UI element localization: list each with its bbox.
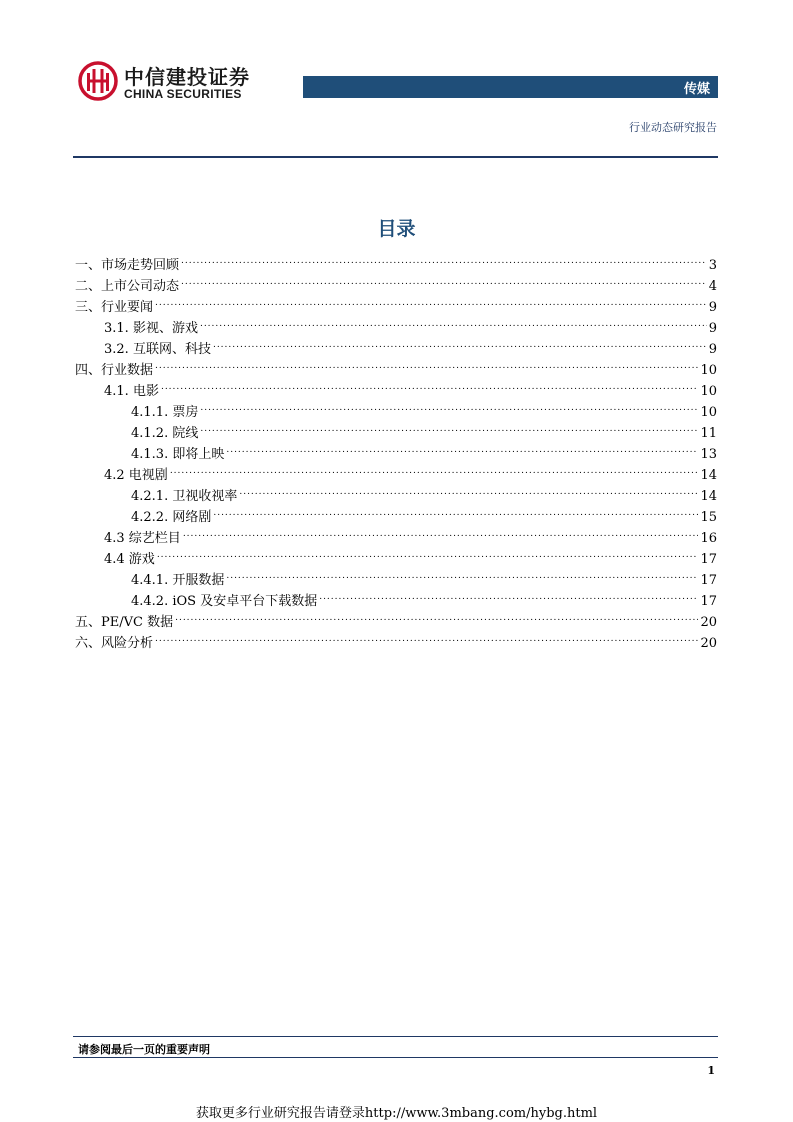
toc-entry-page: 10 <box>700 384 717 399</box>
toc-leader <box>226 563 698 584</box>
toc-entry[interactable] <box>75 353 717 378</box>
toc-leader <box>183 521 699 542</box>
company-logo <box>78 61 253 105</box>
toc-entry-label: 4.2.1. 卫视收视率 <box>131 489 238 504</box>
toc-leader <box>157 542 699 563</box>
report-type: 行业动态研究报告 <box>629 121 717 134</box>
toc-entry-page: 14 <box>700 489 717 504</box>
toc-entry-label: 4.1.1. 票房 <box>131 405 199 420</box>
sector-label: 传媒 <box>683 82 710 97</box>
toc-entry-page: 20 <box>700 615 717 630</box>
toc-entry-label: 4.2 电视剧 <box>104 468 168 483</box>
toc-leader <box>226 437 698 458</box>
toc-leader <box>239 479 698 500</box>
toc-entry-label: 四、行业数据 <box>75 363 154 378</box>
toc-entry[interactable] <box>75 290 717 315</box>
header-divider <box>73 156 718 158</box>
toc-entry-label: 4.4 游戏 <box>104 552 155 567</box>
toc-title: 目录 <box>377 218 416 240</box>
toc-leader <box>155 290 707 311</box>
table-of-contents <box>75 248 717 651</box>
china-securities-logo-icon <box>78 61 118 101</box>
toc-entry-page: 9 <box>708 300 717 315</box>
toc-entry-page: 4 <box>708 279 717 294</box>
toc-entry-page: 10 <box>700 405 717 420</box>
toc-leader <box>200 416 698 437</box>
toc-entry-label: 3.2. 互联网、科技 <box>104 342 211 357</box>
toc-entry-page: 3 <box>708 258 717 273</box>
toc-entry-page: 9 <box>708 342 717 357</box>
toc-entry-label: 4.1. 电影 <box>104 384 159 399</box>
toc-entry-page: 16 <box>700 531 717 546</box>
toc-leader <box>155 626 698 647</box>
logo-chinese-name: 中信建投证券 <box>124 65 250 89</box>
sector-banner <box>303 76 718 98</box>
toc-entry-page: 17 <box>700 573 717 588</box>
toc-entry-page: 17 <box>700 552 717 567</box>
toc-entry-label: 4.1.3. 即将上映 <box>131 447 225 462</box>
page-number: 1 <box>707 1064 715 1077</box>
toc-leader <box>200 395 698 416</box>
toc-entry[interactable] <box>75 311 717 336</box>
toc-leader <box>175 605 698 626</box>
toc-entry-page: 11 <box>700 426 717 441</box>
toc-entry-label: 三、行业要闻 <box>75 300 154 315</box>
toc-leader <box>213 332 707 353</box>
disclaimer-notice: 请参阅最后一页的重要声明 <box>78 1043 210 1056</box>
toc-leader <box>319 584 698 605</box>
toc-entry-label: 一、市场走势回顾 <box>75 258 180 273</box>
toc-entry[interactable] <box>75 395 717 420</box>
website-link[interactable]: 获取更多行业研究报告请登录http://www.3mbang.com/hybg.html <box>195 1106 598 1121</box>
toc-leader <box>213 500 698 521</box>
toc-entry-page: 15 <box>700 510 717 525</box>
toc-entry-page: 13 <box>700 447 717 462</box>
toc-entry-label: 4.1.2. 院线 <box>131 426 199 441</box>
toc-entry[interactable] <box>75 479 717 504</box>
toc-leader <box>170 458 699 479</box>
toc-entry-page: 9 <box>708 321 717 336</box>
toc-leader <box>161 374 699 395</box>
toc-entry[interactable] <box>75 563 717 588</box>
toc-leader <box>155 353 698 374</box>
footer-divider <box>73 1036 718 1037</box>
toc-entry-label: 五、PE/VC 数据 <box>75 615 174 630</box>
toc-entry-label: 4.2.2. 网络剧 <box>131 510 212 525</box>
toc-entry-label: 3.1. 影视、游戏 <box>104 321 198 336</box>
toc-leader <box>200 311 707 332</box>
toc-entry-page: 17 <box>700 594 717 609</box>
toc-entry[interactable] <box>75 626 717 651</box>
toc-entry[interactable] <box>75 458 717 483</box>
toc-entry-label: 4.4.1. 开服数据 <box>131 573 225 588</box>
toc-entry-label: 4.4.2. iOS 及安卓平台下载数据 <box>131 594 318 609</box>
toc-entry-page: 14 <box>700 468 717 483</box>
toc-leader <box>181 269 707 290</box>
toc-entry-page: 20 <box>700 636 717 651</box>
toc-leader <box>181 248 707 269</box>
toc-entry-label: 4.3 综艺栏目 <box>104 531 181 546</box>
footer-divider-lower <box>73 1057 718 1058</box>
toc-entry[interactable] <box>75 248 717 273</box>
toc-entry-label: 六、风险分析 <box>75 636 154 651</box>
logo-english-name: CHINA SECURITIES <box>124 87 242 101</box>
toc-entry-label: 二、上市公司动态 <box>75 279 180 294</box>
toc-entry[interactable] <box>75 374 717 399</box>
toc-entry-page: 10 <box>700 363 717 378</box>
toc-entry[interactable] <box>75 542 717 567</box>
